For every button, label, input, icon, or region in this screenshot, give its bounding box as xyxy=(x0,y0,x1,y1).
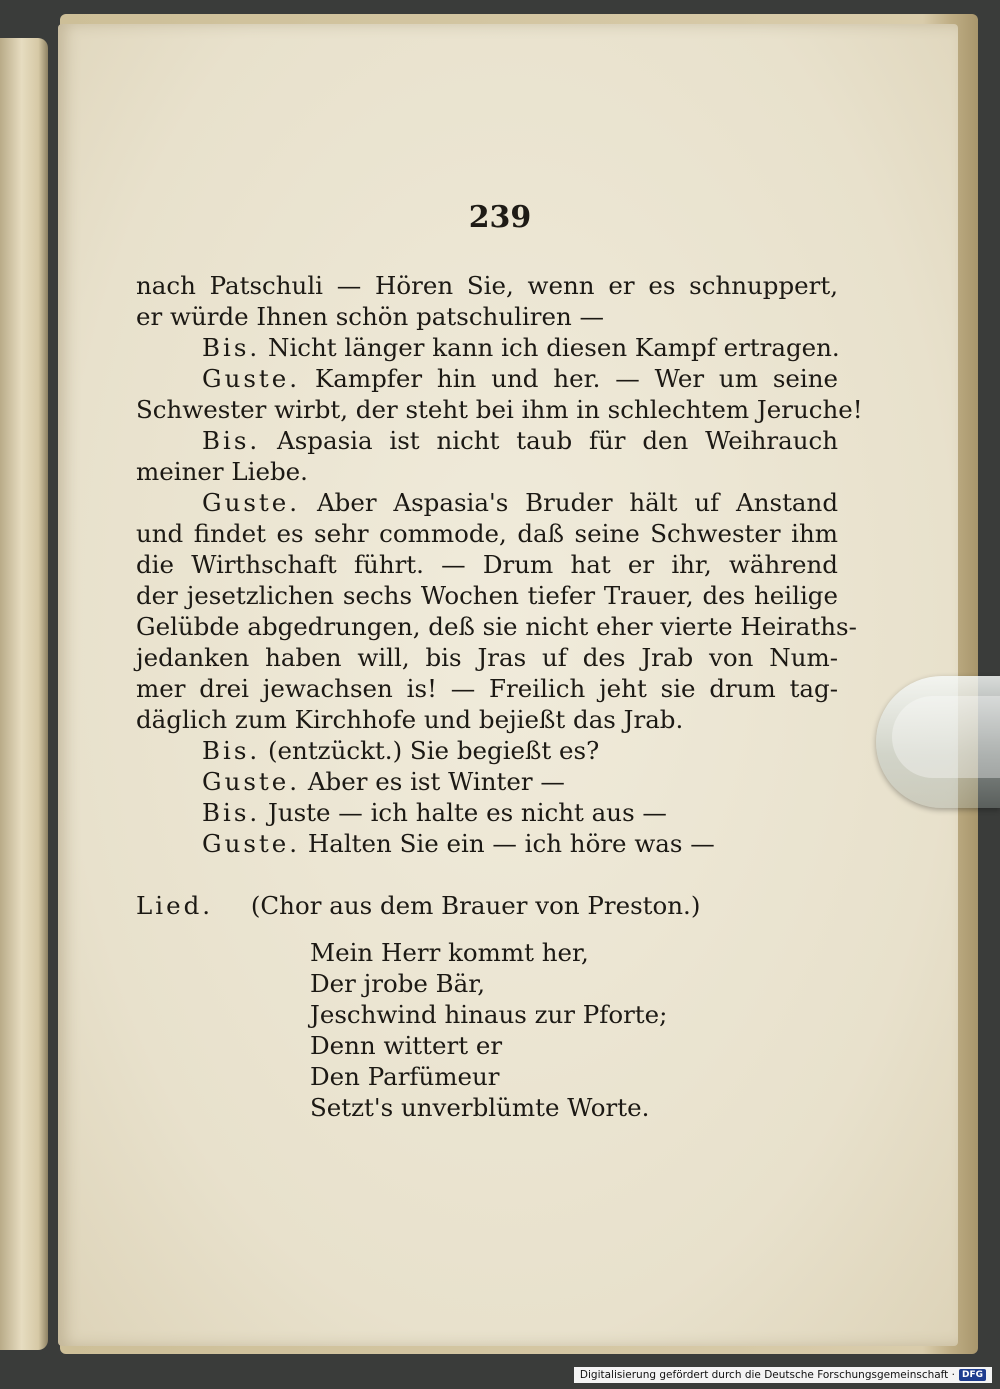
speaker-name: Bis. xyxy=(202,798,261,827)
speaker-name: Bis. xyxy=(202,426,261,455)
verse-line: Der jrobe Bär, xyxy=(310,969,486,998)
verse-line: Denn wittert er xyxy=(310,1031,503,1060)
dialogue-line xyxy=(136,487,838,518)
song-heading xyxy=(136,890,838,921)
text-line: und findet es sehr commode, daß seine Schwester ihm xyxy=(136,519,838,548)
dialogue-text: Aber Aspasia's Bruder hält uf Anstand xyxy=(316,488,838,517)
spacer xyxy=(136,859,838,890)
text-line: Schwester wirbt, der steht bei ihm in schlechtem Jeruche! xyxy=(136,395,863,424)
spacer xyxy=(136,921,838,937)
speaker-name: Guste. xyxy=(202,364,301,393)
verse-line: Setzt's unverblümte Worte. xyxy=(310,1093,650,1122)
song-title: (Chor aus dem Brauer von Preston.) xyxy=(250,891,701,920)
dialogue-text: Halten Sie ein — ich höre was — xyxy=(307,829,715,858)
speaker-name: Bis. xyxy=(202,736,261,765)
dialogue-text: Aspasia ist nicht taub für den Weihrauch xyxy=(277,426,838,455)
text-line: die Wirthschaft führt. — Drum hat er ihr, während xyxy=(136,550,838,579)
text-line: meiner Liebe. xyxy=(136,457,308,486)
page-text xyxy=(136,270,863,1123)
text-line: nach Patschuli — Hören Sie, wenn er es schnuppert, xyxy=(136,271,838,300)
dfg-logo-icon: DFG xyxy=(959,1369,986,1381)
verse-line: Jeschwind hinaus zur Pforte; xyxy=(310,1000,668,1029)
text-line: mer drei jewachsen is! — Freilich jeht sie drum tag- xyxy=(136,674,838,703)
text-line: däglich zum Kirchhofe und bejießt das Jrab. xyxy=(136,705,684,734)
speaker-name: Guste. xyxy=(202,488,301,517)
glass-highlight xyxy=(892,696,1000,778)
dialogue-line xyxy=(136,797,838,828)
dialogue-line xyxy=(136,332,838,363)
dialogue-line xyxy=(136,425,838,456)
dialogue-text: Kampfer hin und her. — Wer um seine xyxy=(314,364,838,393)
dialogue-line xyxy=(136,828,838,859)
dialogue-text: Nicht länger kann ich diesen Kampf ertragen. xyxy=(268,333,840,362)
text-line: er würde Ihnen schön patschuliren — xyxy=(136,302,605,331)
verse-line: Den Parfümeur xyxy=(310,1062,500,1091)
page-number: 239 xyxy=(468,200,532,235)
digitization-footer xyxy=(574,1367,992,1383)
verse-line: Mein Herr kommt her, xyxy=(310,938,589,967)
dialogue-line xyxy=(136,363,838,394)
text-line: jedanken haben will, bis Jras uf des Jrab von Num- xyxy=(136,643,838,672)
dialogue-text: Juste — ich halte es nicht aus — xyxy=(268,798,667,827)
speaker-name: Guste. xyxy=(202,767,301,796)
dialogue-text: Aber es ist Winter — xyxy=(307,767,565,796)
text-line: Gelübde abgedrungen, deß sie nicht eher vierte Heiraths- xyxy=(136,612,857,641)
dialogue-text: (entzückt.) Sie begießt es? xyxy=(268,736,600,765)
footer-text: Digitalisierung gefördert durch die Deutsche Forschungsgemeinschaft · xyxy=(579,1369,955,1381)
dialogue-line xyxy=(136,735,838,766)
dialogue-line xyxy=(136,766,838,797)
song-label: Lied. xyxy=(136,891,214,920)
speaker-name: Bis. xyxy=(202,333,261,362)
text-line: der jesetzlichen sechs Wochen tiefer Trauer, des heilige xyxy=(136,581,838,610)
speaker-name: Guste. xyxy=(202,829,301,858)
